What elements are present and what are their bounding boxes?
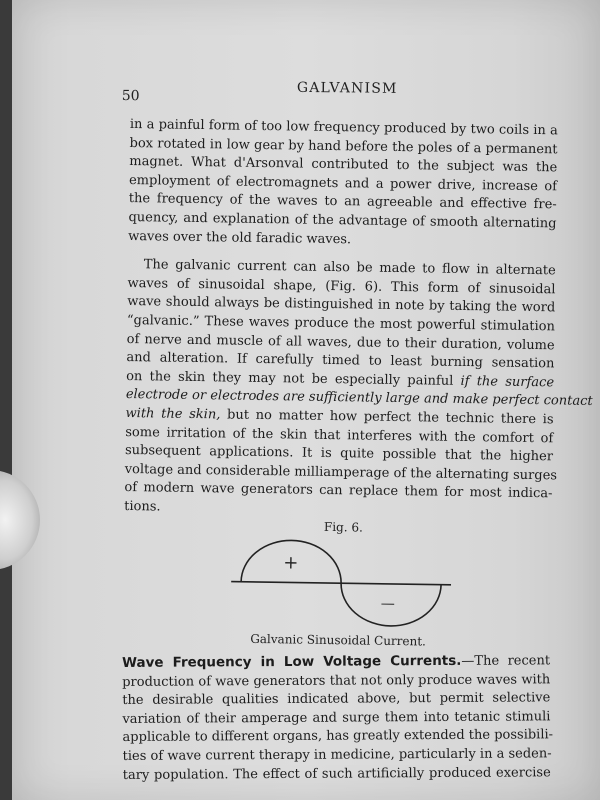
text-run: on the skin they may not be especially painful bbox=[126, 368, 461, 389]
paragraph-2 bbox=[124, 256, 593, 523]
book-page bbox=[12, 0, 600, 800]
figure-6 bbox=[122, 516, 552, 658]
paragraph-1 bbox=[128, 116, 558, 252]
page-header bbox=[122, 76, 542, 106]
text-line: magnet. What d'Arsonval contributed to the subject was the bbox=[129, 154, 558, 176]
thumb bbox=[0, 470, 40, 570]
text-line: of nerve and muscle of all waves, due to their duration, volume bbox=[126, 331, 555, 353]
sinusoidal-current-diagram bbox=[230, 538, 451, 631]
text-line: employment of electromagnets and a power drive, increase of bbox=[128, 172, 558, 195]
section-wave-frequency bbox=[122, 652, 554, 786]
section-heading: Wave Frequency in Low Voltage Currents. bbox=[122, 653, 462, 672]
text-block bbox=[120, 116, 593, 792]
plus-sign: + bbox=[283, 552, 299, 575]
text-run: —The recent bbox=[461, 653, 551, 670]
text-line: The galvanic current can also be made to flow in alternate bbox=[143, 257, 556, 279]
italic-run: electrode or electrodes are sufficiently large and make perfect contact bbox=[125, 387, 593, 410]
italic-run: with the skin, bbox=[125, 405, 221, 423]
text-line: some irritation of the skin that interferes with the comfort of bbox=[125, 424, 554, 446]
figure-caption: Galvanic Sinusoidal Current. bbox=[250, 632, 427, 649]
figure-label: Fig. 6. bbox=[323, 520, 363, 535]
text-line: production of wave generators that not only produce waves with bbox=[122, 672, 551, 691]
text-line: “galvanic.” These waves produce the most powerful stimulation bbox=[126, 312, 556, 335]
text-line: wave should always be distinguished in note by taking the word bbox=[127, 294, 556, 316]
text-line: waves over the old faradic waves. bbox=[128, 228, 352, 247]
text-line: subsequent applications. It is quite possible that the higher bbox=[124, 443, 554, 465]
text-line: tions. bbox=[124, 498, 161, 515]
text-line: the frequency of the waves to an agreeable and effective fre- bbox=[128, 191, 557, 213]
text-run: but no matter how perfect the technic there is bbox=[220, 407, 554, 428]
page-number: 50 bbox=[121, 87, 140, 105]
running-head: GALVANISM bbox=[296, 79, 398, 97]
italic-run: if the surface bbox=[460, 373, 555, 391]
text-line: and alteration. If carefully timed to least burning sensation bbox=[126, 350, 555, 372]
text-line bbox=[122, 652, 550, 674]
text-line: box rotated in low gear by hand before the poles of a permanent bbox=[129, 135, 558, 157]
text-line: tary population. The effect of such artificially produced exercise bbox=[122, 765, 551, 783]
text-line: voltage and considerable milliamperage of the alternating surges bbox=[124, 461, 558, 484]
text-line: ties of wave current therapy in medicine, particularly in a seden- bbox=[122, 746, 552, 765]
text-line: the desirable qualities indicated above, but permit selective bbox=[122, 690, 551, 709]
minus-sign: — bbox=[380, 596, 395, 613]
text-line: quency, and explanation of the advantage of smooth alternating bbox=[128, 209, 557, 232]
text-line: variation of their amperage and surge them into tetanic stimuli bbox=[122, 709, 551, 728]
text-line: of modern wave generators can replace them for most indica- bbox=[124, 480, 553, 502]
text-line: waves of sinusoidal shape, (Fig. 6). This form of sinusoidal bbox=[127, 275, 556, 298]
text-line: in a painful form of too low frequency produced by two coils in a bbox=[129, 116, 558, 139]
text-line: applicable to different organs, has greatly extended the possibili- bbox=[122, 728, 554, 746]
